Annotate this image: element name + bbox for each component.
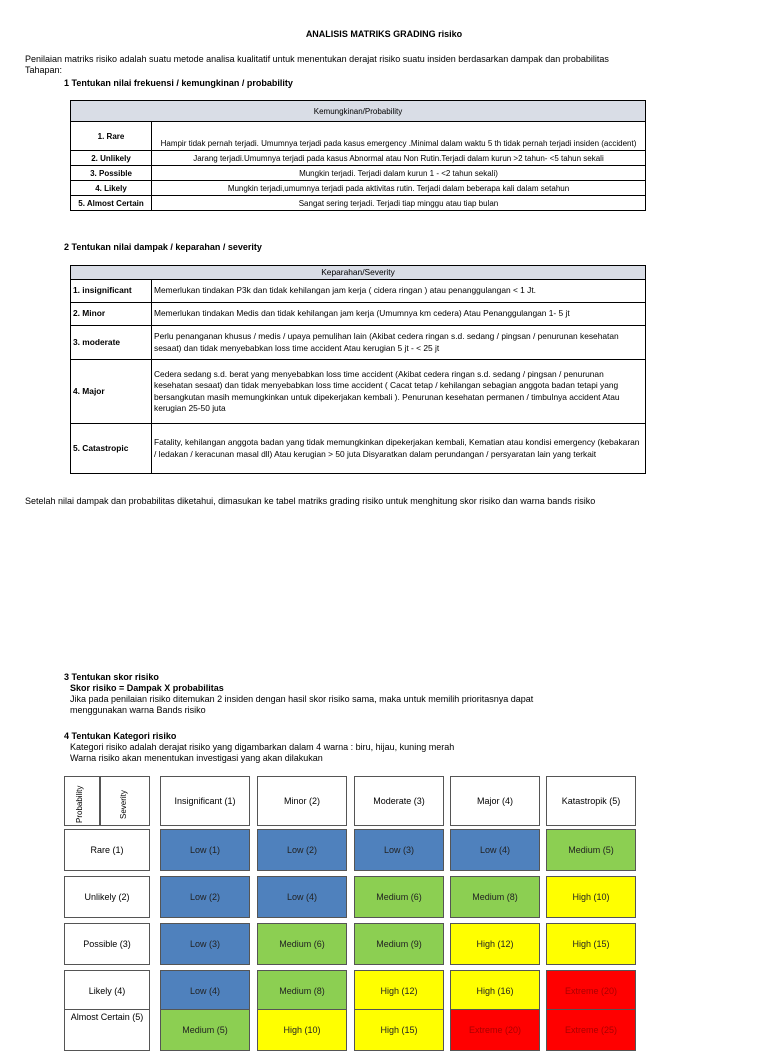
step-4-line-2: Warna risiko akan menentukan investigasi yang akan dilakukan bbox=[70, 753, 323, 763]
step-3-heading: 3 Tentukan skor risiko bbox=[64, 672, 159, 682]
risk-cell-high: High (15) bbox=[546, 923, 636, 965]
risk-cell-low: Low (3) bbox=[354, 829, 444, 871]
table-row bbox=[71, 424, 646, 474]
risk-cell-extreme: Extreme (25) bbox=[546, 1009, 636, 1051]
severity-desc: Memerlukan tindakan P3k dan tidak kehilangan jam kerja ( cidera ringan ) atau penanggulangan < 1 Jt. bbox=[152, 280, 646, 303]
risk-cell-medium: Medium (9) bbox=[354, 923, 444, 965]
step-4-line-1: Kategori risiko adalah derajat risiko yang digambarkan dalam 4 warna : biru, hijau, kuning merah bbox=[70, 742, 455, 752]
matrix-column-header: Minor (2) bbox=[257, 776, 347, 826]
after-text: Setelah nilai dampak dan probabilitas diketahui, dimasukan ke tabel matriks grading risiko untuk menghitung skor risiko dan warna bands risiko bbox=[25, 496, 596, 506]
severity-desc: Memerlukan tindakan Medis dan tidak kehilangan jam kerja (Umumnya km cedera) Atau Penanggulangan 1- 5 jt bbox=[152, 303, 646, 326]
severity-table-header: Keparahan/Severity bbox=[71, 266, 646, 280]
intro-line-1: Penilaian matriks risiko adalah suatu metode analisa kualitatif untuk menentukan derajat risiko suatu insiden berdasarkan dampak dan probabilitas bbox=[25, 54, 609, 64]
matrix-column-header: Katastropik (5) bbox=[546, 776, 636, 826]
matrix-row-label: Almost Certain (5) bbox=[64, 1009, 150, 1051]
step-3-formula: Skor risiko = Dampak X probabilitas bbox=[70, 683, 224, 693]
risk-cell-medium: Medium (6) bbox=[354, 876, 444, 918]
table-row bbox=[71, 196, 646, 211]
intro-text bbox=[25, 54, 609, 76]
step-3-line-2: menggunakan warna Bands risiko bbox=[70, 705, 206, 715]
risk-cell-extreme: Extreme (20) bbox=[450, 1009, 540, 1051]
probability-desc: Mungkin terjadi. Terjadi dalam kurun 1 - <2 tahun sekali) bbox=[152, 166, 646, 181]
severity-label: 1. insignificant bbox=[71, 280, 152, 303]
step-3-line-1: Jika pada penilaian risiko ditemukan 2 insiden dengan hasil skor risiko sama, maka untuk memilih prioritasnya dapat bbox=[70, 694, 534, 704]
risk-cell-low: Low (3) bbox=[160, 923, 250, 965]
risk-cell-medium: Medium (5) bbox=[546, 829, 636, 871]
severity-desc: Fatality, kehilangan anggota badan yang tidak memungkinkan dipekerjakan kembali, Kematian atau kondisi emergency (kebakaran / ledakan / keracunan masal dll) Atau kerugian > 50 juta Disyaratkan dalam perundangan / persyaratan lain yang terkait bbox=[152, 424, 646, 474]
risk-cell-low: Low (1) bbox=[160, 829, 250, 871]
severity-label: 3. moderate bbox=[71, 326, 152, 360]
severity-label: 4. Major bbox=[71, 360, 152, 424]
table-row bbox=[71, 181, 646, 196]
risk-cell-medium: Medium (8) bbox=[450, 876, 540, 918]
table-row bbox=[71, 151, 646, 166]
probability-desc: Hampir tidak pernah terjadi. Umumnya terjadi pada kasus emergency .Minimal dalam waktu 5 th tidak pernah terjadi insiden (accident) bbox=[152, 122, 646, 151]
table-row bbox=[71, 326, 646, 360]
risk-cell-high: High (12) bbox=[354, 970, 444, 1012]
corner-severity-label: Severity bbox=[119, 790, 128, 819]
page-title: ANALISIS MATRIKS GRADING risiko bbox=[305, 29, 463, 39]
severity-desc: Perlu penanganan khusus / medis / upaya pemulihan lain (Akibat cedera ringan s.d. sedang / pingsan / penurunan kesehatan sesaat) dan tidak menyebabkan loss time accident Atau kerugian 5 jt - < 25 jt bbox=[152, 326, 646, 360]
matrix-column-header: Moderate (3) bbox=[354, 776, 444, 826]
table-row bbox=[71, 360, 646, 424]
risk-cell-high: High (15) bbox=[354, 1009, 444, 1051]
probability-desc: Jarang terjadi.Umumnya terjadi pada kasus Abnormal atau Non Rutin.Terjadi dalam kurun >2 tahun- <5 tahun sekali bbox=[152, 151, 646, 166]
risk-cell-medium: Medium (8) bbox=[257, 970, 347, 1012]
matrix-row-label: Unlikely (2) bbox=[64, 876, 150, 918]
risk-cell-high: High (12) bbox=[450, 923, 540, 965]
risk-cell-extreme: Extreme (20) bbox=[546, 970, 636, 1012]
severity-label: 2. Minor bbox=[71, 303, 152, 326]
risk-cell-high: High (10) bbox=[546, 876, 636, 918]
risk-cell-low: Low (4) bbox=[450, 829, 540, 871]
probability-table bbox=[70, 100, 646, 211]
risk-cell-high: High (16) bbox=[450, 970, 540, 1012]
table-row bbox=[71, 280, 646, 303]
probability-desc: Sangat sering terjadi. Terjadi tiap minggu atau tiap bulan bbox=[152, 196, 646, 211]
severity-label: 5. Catastropic bbox=[71, 424, 152, 474]
risk-cell-low: Low (4) bbox=[257, 876, 347, 918]
risk-cell-low: Low (4) bbox=[160, 970, 250, 1012]
risk-cell-medium: Medium (5) bbox=[160, 1009, 250, 1051]
matrix-row-label: Rare (1) bbox=[64, 829, 150, 871]
risk-cell-low: Low (2) bbox=[160, 876, 250, 918]
risk-cell-high: High (10) bbox=[257, 1009, 347, 1051]
risk-cell-medium: Medium (6) bbox=[257, 923, 347, 965]
step-1-heading: 1 Tentukan nilai frekuensi / kemungkinan / probability bbox=[64, 78, 293, 88]
probability-label: 1. Rare bbox=[71, 122, 152, 151]
table-row bbox=[71, 166, 646, 181]
risk-cell-low: Low (2) bbox=[257, 829, 347, 871]
probability-label: 2. Unlikely bbox=[71, 151, 152, 166]
table-row bbox=[71, 303, 646, 326]
matrix-column-header: Insignificant (1) bbox=[160, 776, 250, 826]
matrix-column-header: Major (4) bbox=[450, 776, 540, 826]
severity-table bbox=[70, 265, 646, 474]
step-3-block bbox=[64, 672, 533, 716]
probability-label: 4. Likely bbox=[71, 181, 152, 196]
step-2-heading: 2 Tentukan nilai dampak / keparahan / severity bbox=[64, 242, 262, 252]
intro-line-2: Tahapan: bbox=[25, 65, 63, 75]
matrix-row-label: Likely (4) bbox=[64, 970, 150, 1012]
probability-label: 5. Almost Certain bbox=[71, 196, 152, 211]
step-4-heading: 4 Tentukan Kategori risiko bbox=[64, 731, 177, 741]
corner-probability-label: Probability bbox=[75, 785, 84, 823]
matrix-corner-probability bbox=[64, 776, 100, 826]
probability-label: 3. Possible bbox=[71, 166, 152, 181]
probability-table-header: Kemungkinan/Probability bbox=[71, 101, 646, 122]
table-row bbox=[71, 122, 646, 151]
matrix-corner-severity bbox=[100, 776, 150, 826]
matrix-row-label: Possible (3) bbox=[64, 923, 150, 965]
severity-desc: Cedera sedang s.d. berat yang menyebabkan loss time accident (Akibat cedera ringan s.d. sedang / pingsan / penurunan kesehatan sesaat) dan tidak menyebabkan loss time accident ( Cacat tetap / kehilangan sebagian anggota badan tetapi yang bersangkutan masih memungkinkan untuk dipekerjakan kembali ). Penurunan kesehatan permanen / timbulnya accident Atau kerugian 25-50 juta bbox=[152, 360, 646, 424]
step-4-block bbox=[64, 731, 454, 764]
probability-desc: Mungkin terjadi,umumnya terjadi pada aktivitas rutin. Terjadi dalam beberapa kali dalam setahun bbox=[152, 181, 646, 196]
